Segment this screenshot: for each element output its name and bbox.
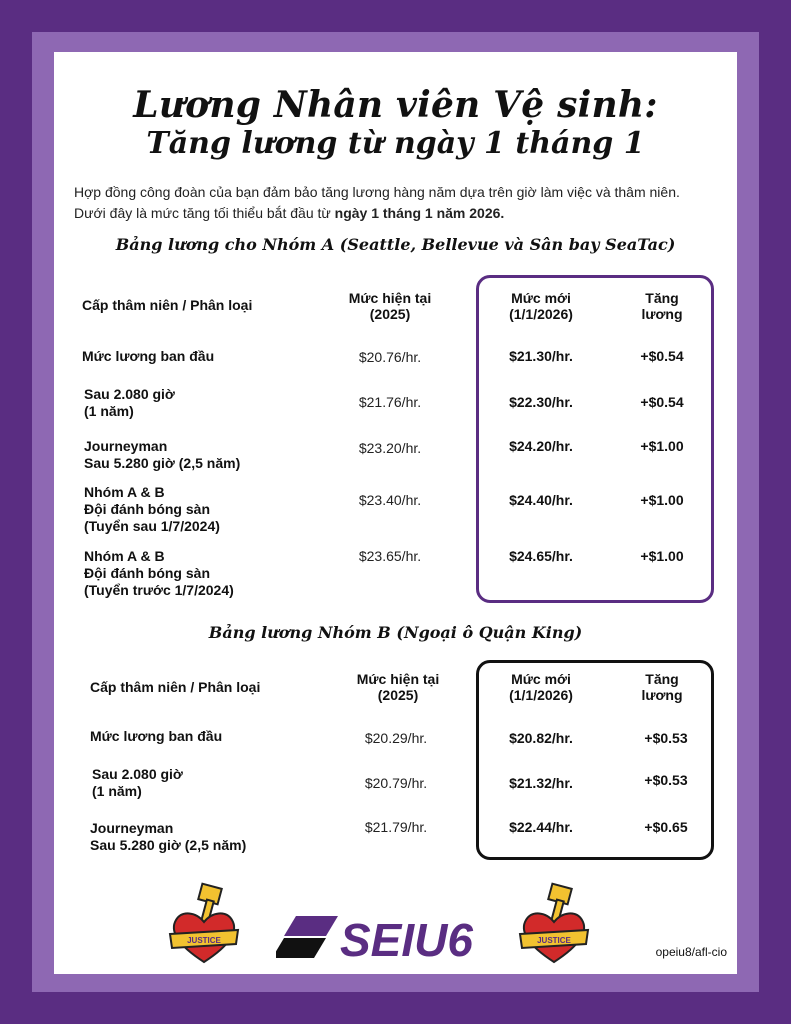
label-line: (1 năm) xyxy=(84,403,134,419)
seiu6-wordmark: SEIU6 xyxy=(340,914,473,962)
group-b-header-increase xyxy=(622,671,702,703)
header-current-line1: Mức hiện tại xyxy=(348,290,432,306)
group-a-header-current xyxy=(330,290,450,322)
header-increase-line1: Tăng xyxy=(645,290,679,306)
label-line: (1 năm) xyxy=(92,783,142,799)
justice-for-janitors-badge-left xyxy=(166,882,242,970)
group-a-row-3-increase: +$1.00 xyxy=(640,438,684,454)
group-a-row-2-new: $22.30/hr. xyxy=(509,394,573,410)
label-line: Mức lương ban đầu xyxy=(82,348,215,364)
label-line: Mức lương ban đầu xyxy=(90,728,223,744)
group-b-row-1-current: $20.29/hr. xyxy=(364,730,428,746)
group-a-title: Bảng lương cho Nhóm A (Seattle, Bellevue và Sân bay SeaTac) xyxy=(115,235,676,254)
intro-line1: Hợp đồng công đoàn của bạn đảm bảo tăng lương hàng năm dựa trên giờ làm việc và thâm niên. xyxy=(74,184,680,200)
header-current-line2: (2025) xyxy=(369,306,411,322)
header-new-line2: (1/1/2026) xyxy=(509,306,573,322)
group-b-row-3-increase: +$0.65 xyxy=(644,819,688,835)
intro-line2-date: ngày 1 tháng 1 năm 2026. xyxy=(334,205,505,221)
intro-line2-prefix: Dưới đây là mức tăng tối thiểu bắt đầu từ xyxy=(74,205,335,221)
group-a-row-1-current: $20.76/hr. xyxy=(358,349,422,365)
group-a-row-5-label xyxy=(84,548,234,599)
header-new-line2: (1/1/2026) xyxy=(509,687,573,703)
group-b-header-current xyxy=(338,671,458,703)
group-a-row-1-new: $21.30/hr. xyxy=(509,348,573,364)
group-a-row-4-new: $24.40/hr. xyxy=(509,492,573,508)
group-b-row-2-increase: +$0.53 xyxy=(644,772,688,788)
label-line: Sau 2.080 giờ xyxy=(92,766,183,782)
page-subtitle: Tăng lương từ ngày 1 tháng 1 xyxy=(146,126,645,161)
label-line: Đội đánh bóng sàn xyxy=(84,565,210,581)
group-b-title: Bảng lương Nhóm B (Ngoại ô Quận King) xyxy=(208,623,583,642)
label-line: Sau 5.280 giờ (2,5 năm) xyxy=(84,455,241,471)
group-a-row-5-current: $23.65/hr. xyxy=(358,548,422,564)
group-b-row-3-new: $22.44/hr. xyxy=(509,819,573,835)
group-a-row-3-new: $24.20/hr. xyxy=(509,438,573,454)
group-b-row-2-label xyxy=(92,766,183,800)
group-a-header-increase xyxy=(622,290,702,322)
group-a-row-3-current: $23.20/hr. xyxy=(358,440,422,456)
seiu6-logo xyxy=(276,912,491,962)
group-a-row-4-increase: +$1.00 xyxy=(640,492,684,508)
group-b-row-2-current: $20.79/hr. xyxy=(364,775,428,791)
badge-text: JUSTICE xyxy=(187,936,221,945)
group-b-row-3-label xyxy=(90,820,246,854)
union-affiliation-note: opeiu8/afl-cio xyxy=(655,945,727,959)
page-title: Lương Nhân viên Vệ sinh: xyxy=(133,84,658,126)
label-line: Journeyman xyxy=(84,438,168,454)
group-b-header-new xyxy=(486,671,596,703)
header-increase-line2: lương xyxy=(641,687,683,703)
group-b-row-1-new: $20.82/hr. xyxy=(509,730,573,746)
group-a-row-5-increase: +$1.00 xyxy=(640,548,684,564)
group-a-row-1-increase: +$0.54 xyxy=(640,348,684,364)
label-line: (Tuyển trước 1/7/2024) xyxy=(84,582,234,598)
badge-text: JUSTICE xyxy=(537,936,571,945)
label-line: Nhóm A & B xyxy=(84,484,165,500)
group-a-row-4-label xyxy=(84,484,220,535)
label-line: Sau 5.280 giờ (2,5 năm) xyxy=(90,837,247,853)
header-increase-line2: lương xyxy=(641,306,683,322)
intro-text xyxy=(74,182,724,224)
group-a-row-2-increase: +$0.54 xyxy=(640,394,684,410)
label-line: Journeyman xyxy=(90,820,174,836)
header-new-line1: Mức mới xyxy=(511,671,571,687)
header-new-line1: Mức mới xyxy=(511,290,571,306)
group-b-row-3-current: $21.79/hr. xyxy=(364,819,428,835)
label-line: Nhóm A & B xyxy=(84,548,165,564)
label-line: Đội đánh bóng sàn xyxy=(84,501,210,517)
group-a-header-new xyxy=(486,290,596,322)
group-b-row-2-new: $21.32/hr. xyxy=(509,775,573,791)
group-a-row-2-current: $21.76/hr. xyxy=(358,394,422,410)
group-a-row-4-current: $23.40/hr. xyxy=(358,492,422,508)
group-a-row-5-new: $24.65/hr. xyxy=(509,548,573,564)
group-b-row-1-label xyxy=(90,728,222,745)
group-a-row-2-label xyxy=(84,386,175,420)
justice-for-janitors-badge-right xyxy=(516,882,592,970)
group-a-header-classification: Cấp thâm niên / Phân loại xyxy=(82,297,253,313)
group-b-header-classification: Cấp thâm niên / Phân loại xyxy=(90,679,261,695)
header-current-line1: Mức hiện tại xyxy=(356,671,440,687)
header-increase-line1: Tăng xyxy=(645,671,679,687)
group-b-row-1-increase: +$0.53 xyxy=(644,730,688,746)
label-line: (Tuyển sau 1/7/2024) xyxy=(84,518,220,534)
header-current-line2: (2025) xyxy=(377,687,419,703)
flyer-page xyxy=(54,52,737,974)
group-a-row-3-label xyxy=(84,438,240,472)
group-a-row-1-label xyxy=(82,348,214,365)
label-line: Sau 2.080 giờ xyxy=(84,386,175,402)
